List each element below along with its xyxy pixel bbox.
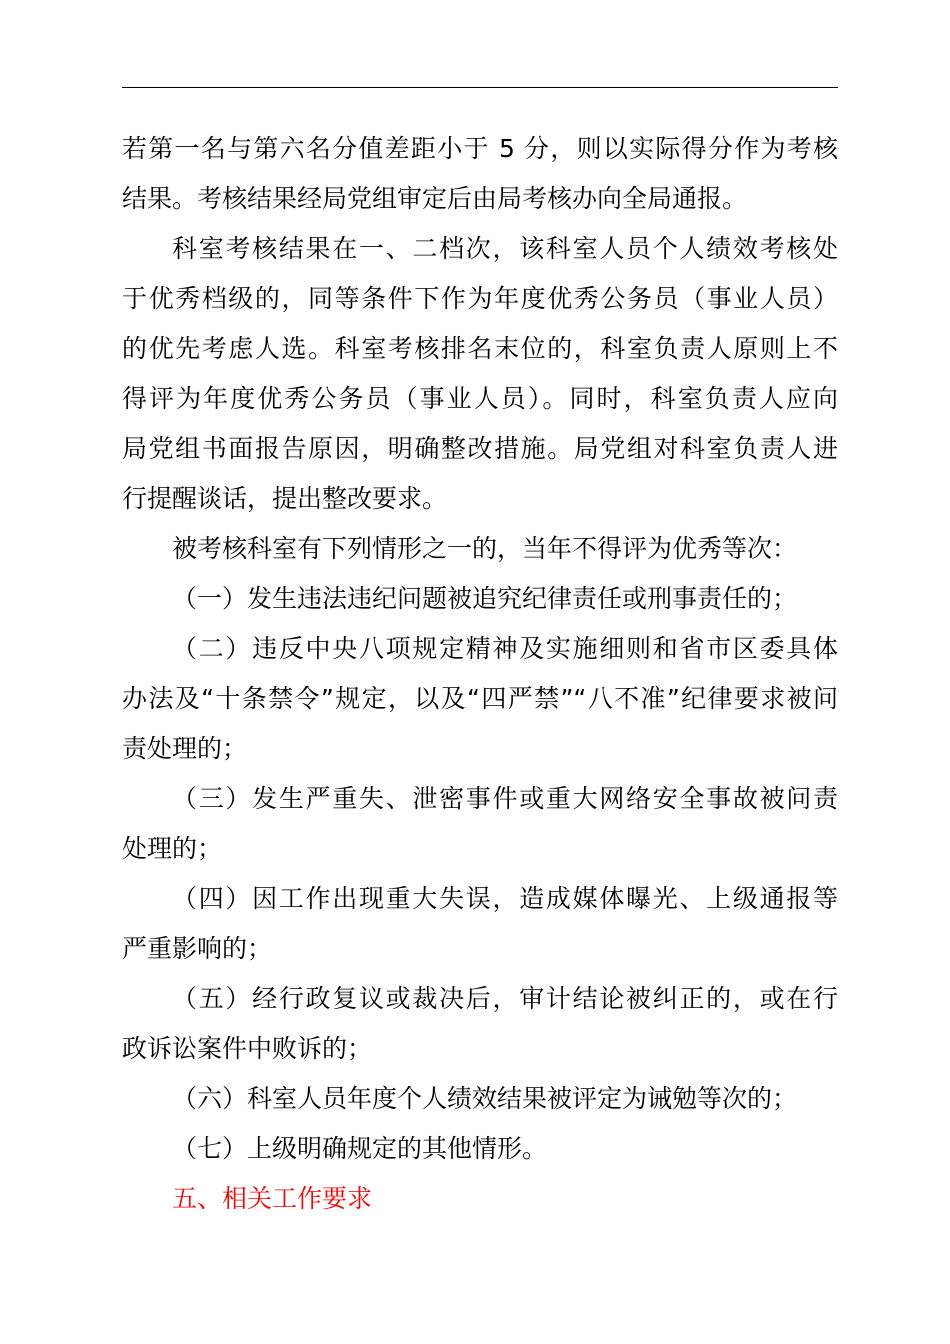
list-item-6: （六）科室人员年度个人绩效结果被评定为诫勉等次的；	[172, 1084, 798, 1113]
list-item-3-cont: 处理的；	[122, 834, 223, 863]
list-item-3: （三）发生严重失、泄密事件或重大网络安全事故被问责	[172, 784, 838, 813]
body-text-line: 的优先考虑人选。科室考核排名末位的，科室负责人原则上不	[122, 334, 838, 363]
list-item-2-cont: 办法及“十条禁令”规定，以及“四严禁”“八不准”纪律要求被问	[122, 684, 838, 713]
list-item-5-cont: 政诉讼案件中败诉的；	[122, 1034, 373, 1063]
body-text-line: 科室考核结果在一、二档次，该科室人员个人绩效考核处	[172, 234, 838, 263]
body-text-line: 结果。考核结果经局党组审定后由局考核办向全局通报。	[122, 184, 748, 213]
list-item-4-cont: 严重影响的；	[122, 934, 273, 963]
header-rule	[122, 87, 838, 88]
body-text-line: 于优秀档级的，同等条件下作为年度优秀公务员（事业人员）	[122, 284, 838, 313]
list-item-7: （七）上级明确规定的其他情形。	[172, 1134, 548, 1163]
body-text-line: 局党组书面报告原因，明确整改措施。局党组对科室负责人进	[122, 434, 838, 463]
list-item-5: （五）经行政复议或裁决后，审计结论被纠正的，或在行	[172, 984, 838, 1013]
body-text-line: 得评为年度优秀公务员（事业人员）。同时，科室负责人应向	[122, 384, 838, 413]
list-item-1: （一）发生违法违纪问题被追究纪律责任或刑事责任的；	[172, 584, 798, 613]
body-text-line: 行提醒谈话，提出整改要求。	[122, 484, 448, 513]
body-text-line: 若第一名与第六名分值差距小于 5 分，则以实际得分作为考核	[122, 134, 838, 163]
section-heading: 五、相关工作要求	[172, 1184, 373, 1213]
list-item-2: （二）违反中央八项规定精神及实施细则和省市区委具体	[172, 634, 838, 663]
list-item-2-cont: 责处理的；	[122, 734, 248, 763]
body-text-line: 被考核科室有下列情形之一的，当年不得评为优秀等次：	[172, 534, 798, 563]
list-item-4: （四）因工作出现重大失误，造成媒体曝光、上级通报等	[172, 884, 838, 913]
